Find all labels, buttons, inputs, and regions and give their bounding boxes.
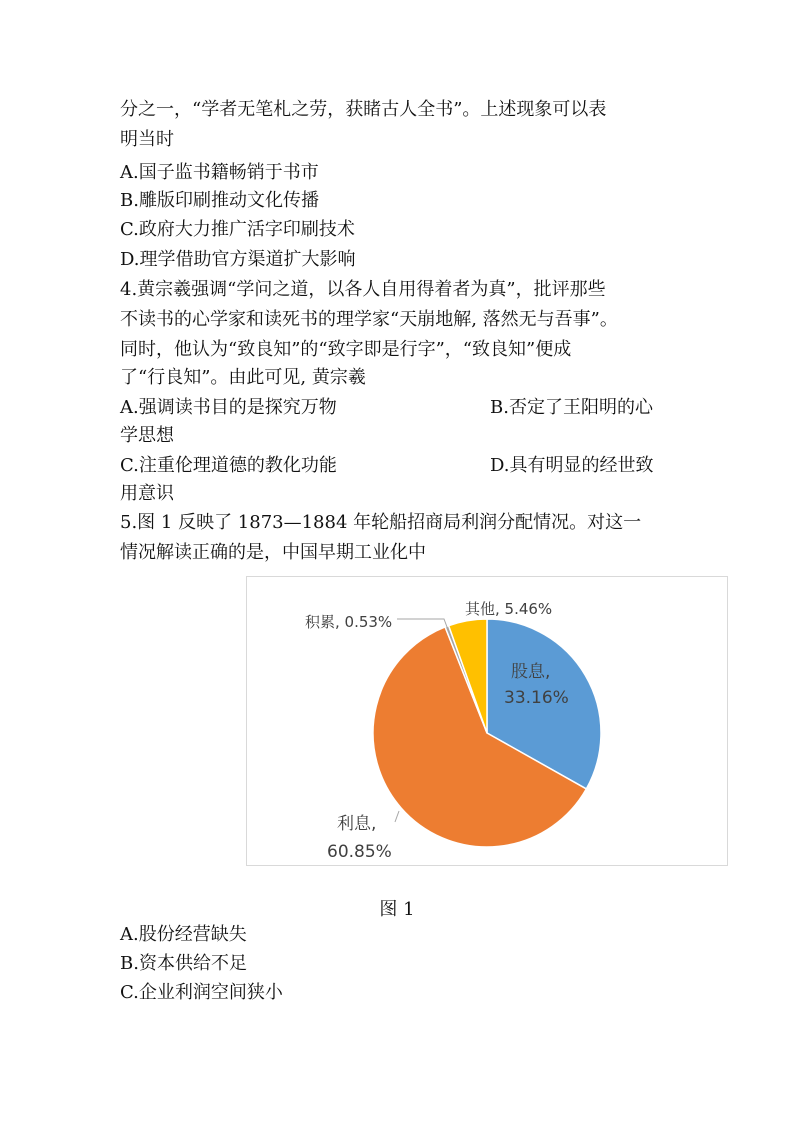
q4-option-d-continued: 用意识 — [120, 483, 174, 504]
q5-stem-line: 情况解读正确的是，中国早期工业化中 — [120, 542, 426, 563]
q4-stem-line: 了“行良知”。由此可见, 黄宗羲 — [120, 367, 366, 388]
q4-option-b-continued: 学思想 — [120, 425, 174, 446]
q3-option-d: D.理学借助官方渠道扩大影响 — [120, 249, 356, 270]
leader-line-jilei — [397, 619, 447, 627]
q4-option-c: C.注重伦理道德的教化功能 — [120, 455, 337, 476]
label-qita: 其他, 5.46% — [465, 600, 553, 618]
q4-stem-line: 4.黄宗羲强调“学问之道，以各人自用得着者为真”，批评那些 — [120, 279, 606, 300]
pie-chart-frame — [246, 576, 728, 866]
q5-option-b: B.资本供给不足 — [120, 953, 247, 974]
q5-option-c: C.企业利润空间狭小 — [120, 982, 283, 1003]
pie-chart — [247, 577, 727, 865]
q3-option-c: C.政府大力推广活字印刷技术 — [120, 219, 355, 240]
q4-option-b: B.否定了王阳明的心 — [490, 397, 653, 418]
q3-option-b: B.雕版印刷推动文化传播 — [120, 190, 319, 211]
leader-line-lixi — [395, 811, 399, 822]
q5-option-a: A.股份经营缺失 — [120, 924, 247, 945]
q4-stem-line: 不读书的心学家和读死书的理学家“天崩地解, 落然无与吾事”。 — [120, 309, 618, 330]
label-lixi-name: 利息, — [337, 814, 377, 834]
q4-stem-line: 同时，他认为“致良知”的“致字即是行字”，“致良知”便成 — [120, 339, 572, 360]
figure-caption: 图 1 — [379, 899, 415, 920]
q3-stem-line: 分之一，“学者无笔札之劳，获睹古人全书”。上述现象可以表 — [120, 99, 607, 120]
label-guxi-value: 33.16% — [504, 688, 569, 708]
q4-option-a: A.强调读书目的是探究万物 — [120, 397, 337, 418]
q4-option-d: D.具有明显的经世致 — [490, 455, 654, 476]
q3-option-a: A.国子监书籍畅销于书市 — [120, 162, 319, 183]
label-lixi-value: 60.85% — [327, 842, 392, 862]
q5-stem-line: 5.图 1 反映了 1873—1884 年轮船招商局利润分配情况。对这一 — [120, 512, 642, 533]
label-guxi-name: 股息, — [511, 662, 551, 682]
label-jilei: 积累, 0.53% — [305, 613, 393, 631]
q3-stem-line: 明当时 — [120, 129, 174, 150]
